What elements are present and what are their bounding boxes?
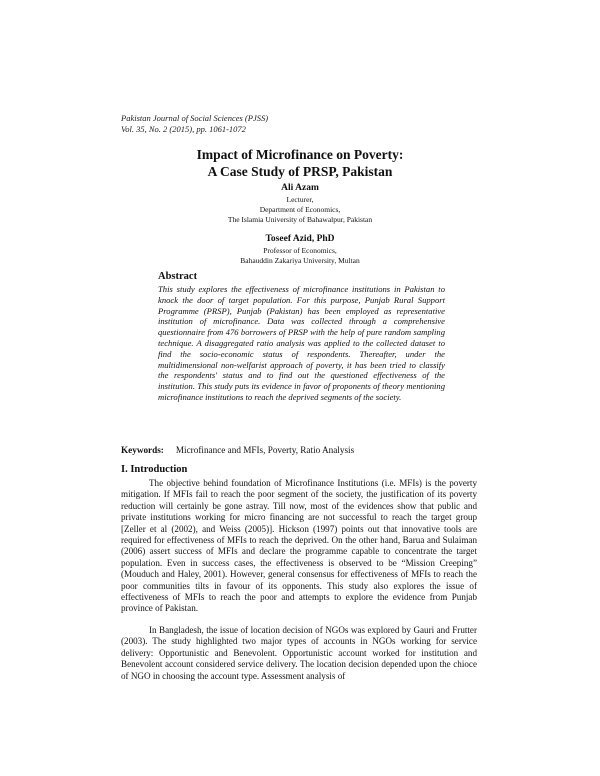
title-line-1: Impact of Microfinance on Poverty: [196,147,404,162]
keywords-label: Keywords: [121,445,164,455]
keywords-value: Microfinance and MFIs, Poverty, Ratio Analysis [175,445,355,455]
journal-name: Pakistan Journal of Social Sciences (PJSS) [121,113,269,123]
abstract-heading: Abstract [158,271,198,282]
abstract-text: This study explores the effectiveness of microfinance institutions in Pakistan to knock the door of target population. For this purpose, Punjab Rural Support Programme (PRSP), Punjab (Pakistan) has been employed as representative institution of microfinance. Data was collected through a comprehensive questionnaire from 476 borrowers of PRSP with the help of pure random sampling technique. A disaggregated ratio analysis was applied to the collected dataset to find the socio-economic status of respondents. Thereafter, under the multidimensional non-welfarist approach of poverty, it has been tried to classify the respondents' status and to find out the questioned effectiveness of the institution. This study puts its evidence in favor of proponents of theory mentioning microfinance institutions to reach the deprived segments of the society. [158,284,445,402]
author-name-2: Toseef Azid, PhD [265,234,335,244]
author-affiliation-2 [0,246,600,266]
affiliation-line: Lecturer, [286,195,314,204]
affiliation-line: The Islamia University of Bahawalpur, Pakistan [227,215,373,224]
title-line-2: A Case Study of PRSP, Pakistan [207,164,393,179]
paper-title [0,146,600,180]
journal-volume: Vol. 35, No. 2 (2015), pp. 1061-1072 [121,124,246,134]
section-heading: I. Introduction [121,464,188,475]
author-affiliation-1 [0,195,600,225]
author-name-1: Ali Azam [281,183,319,193]
affiliation-line: Department of Economics, [259,205,341,214]
paragraph: In Bangladesh, the issue of location decision of NGOs was explored by Gauri and Frutter (2003). The study highlighted two major types of accounts in NGOs working for service delivery: Opportunistic and Benevolent. Opportunistic account worked for institution and Benevolent account considered service delivery. The location decision depended upon the chioce of NGO in choosing the account type. Assessment analysis of [121,625,477,681]
affiliation-line: Professor of Economics, [263,246,337,255]
affiliation-line: Bahauddin Zakariya University, Multan [240,256,360,265]
journal-info [121,113,268,135]
paragraph: The objective behind foundation of Microfinance Institutions (i.e. MFIs) is the poverty mitigation. If MFIs fail to reach the poor segment of the society, the justification of its poverty reduction will certainly be gone astray. Till now, most of the evidences show that public and private institutions working for micro financing are not successful to reach the target group [Zeller et al (2002), and Weiss (2005)]. Hickson (1997) points out that innovative tools are required for effectiveness of MFIs to reach the deprived. On the other hand, Barua and Sulaiman (2006) assert success of MFIs and declare the programme capable to concentrate the target population. Even in success cases, the effectiveness is observed to be “Mission Creeping” (Mouduch and Haley, 2001). However, general consensus for effectiveness of MFIs to reach the poor communities tilts in favour of its opponents. This study also explores the issue of effectiveness of MFIs to reach the poor and attempts to explore the evidence from Punjab province of Pakistan. [121,478,477,614]
keywords [121,445,354,455]
